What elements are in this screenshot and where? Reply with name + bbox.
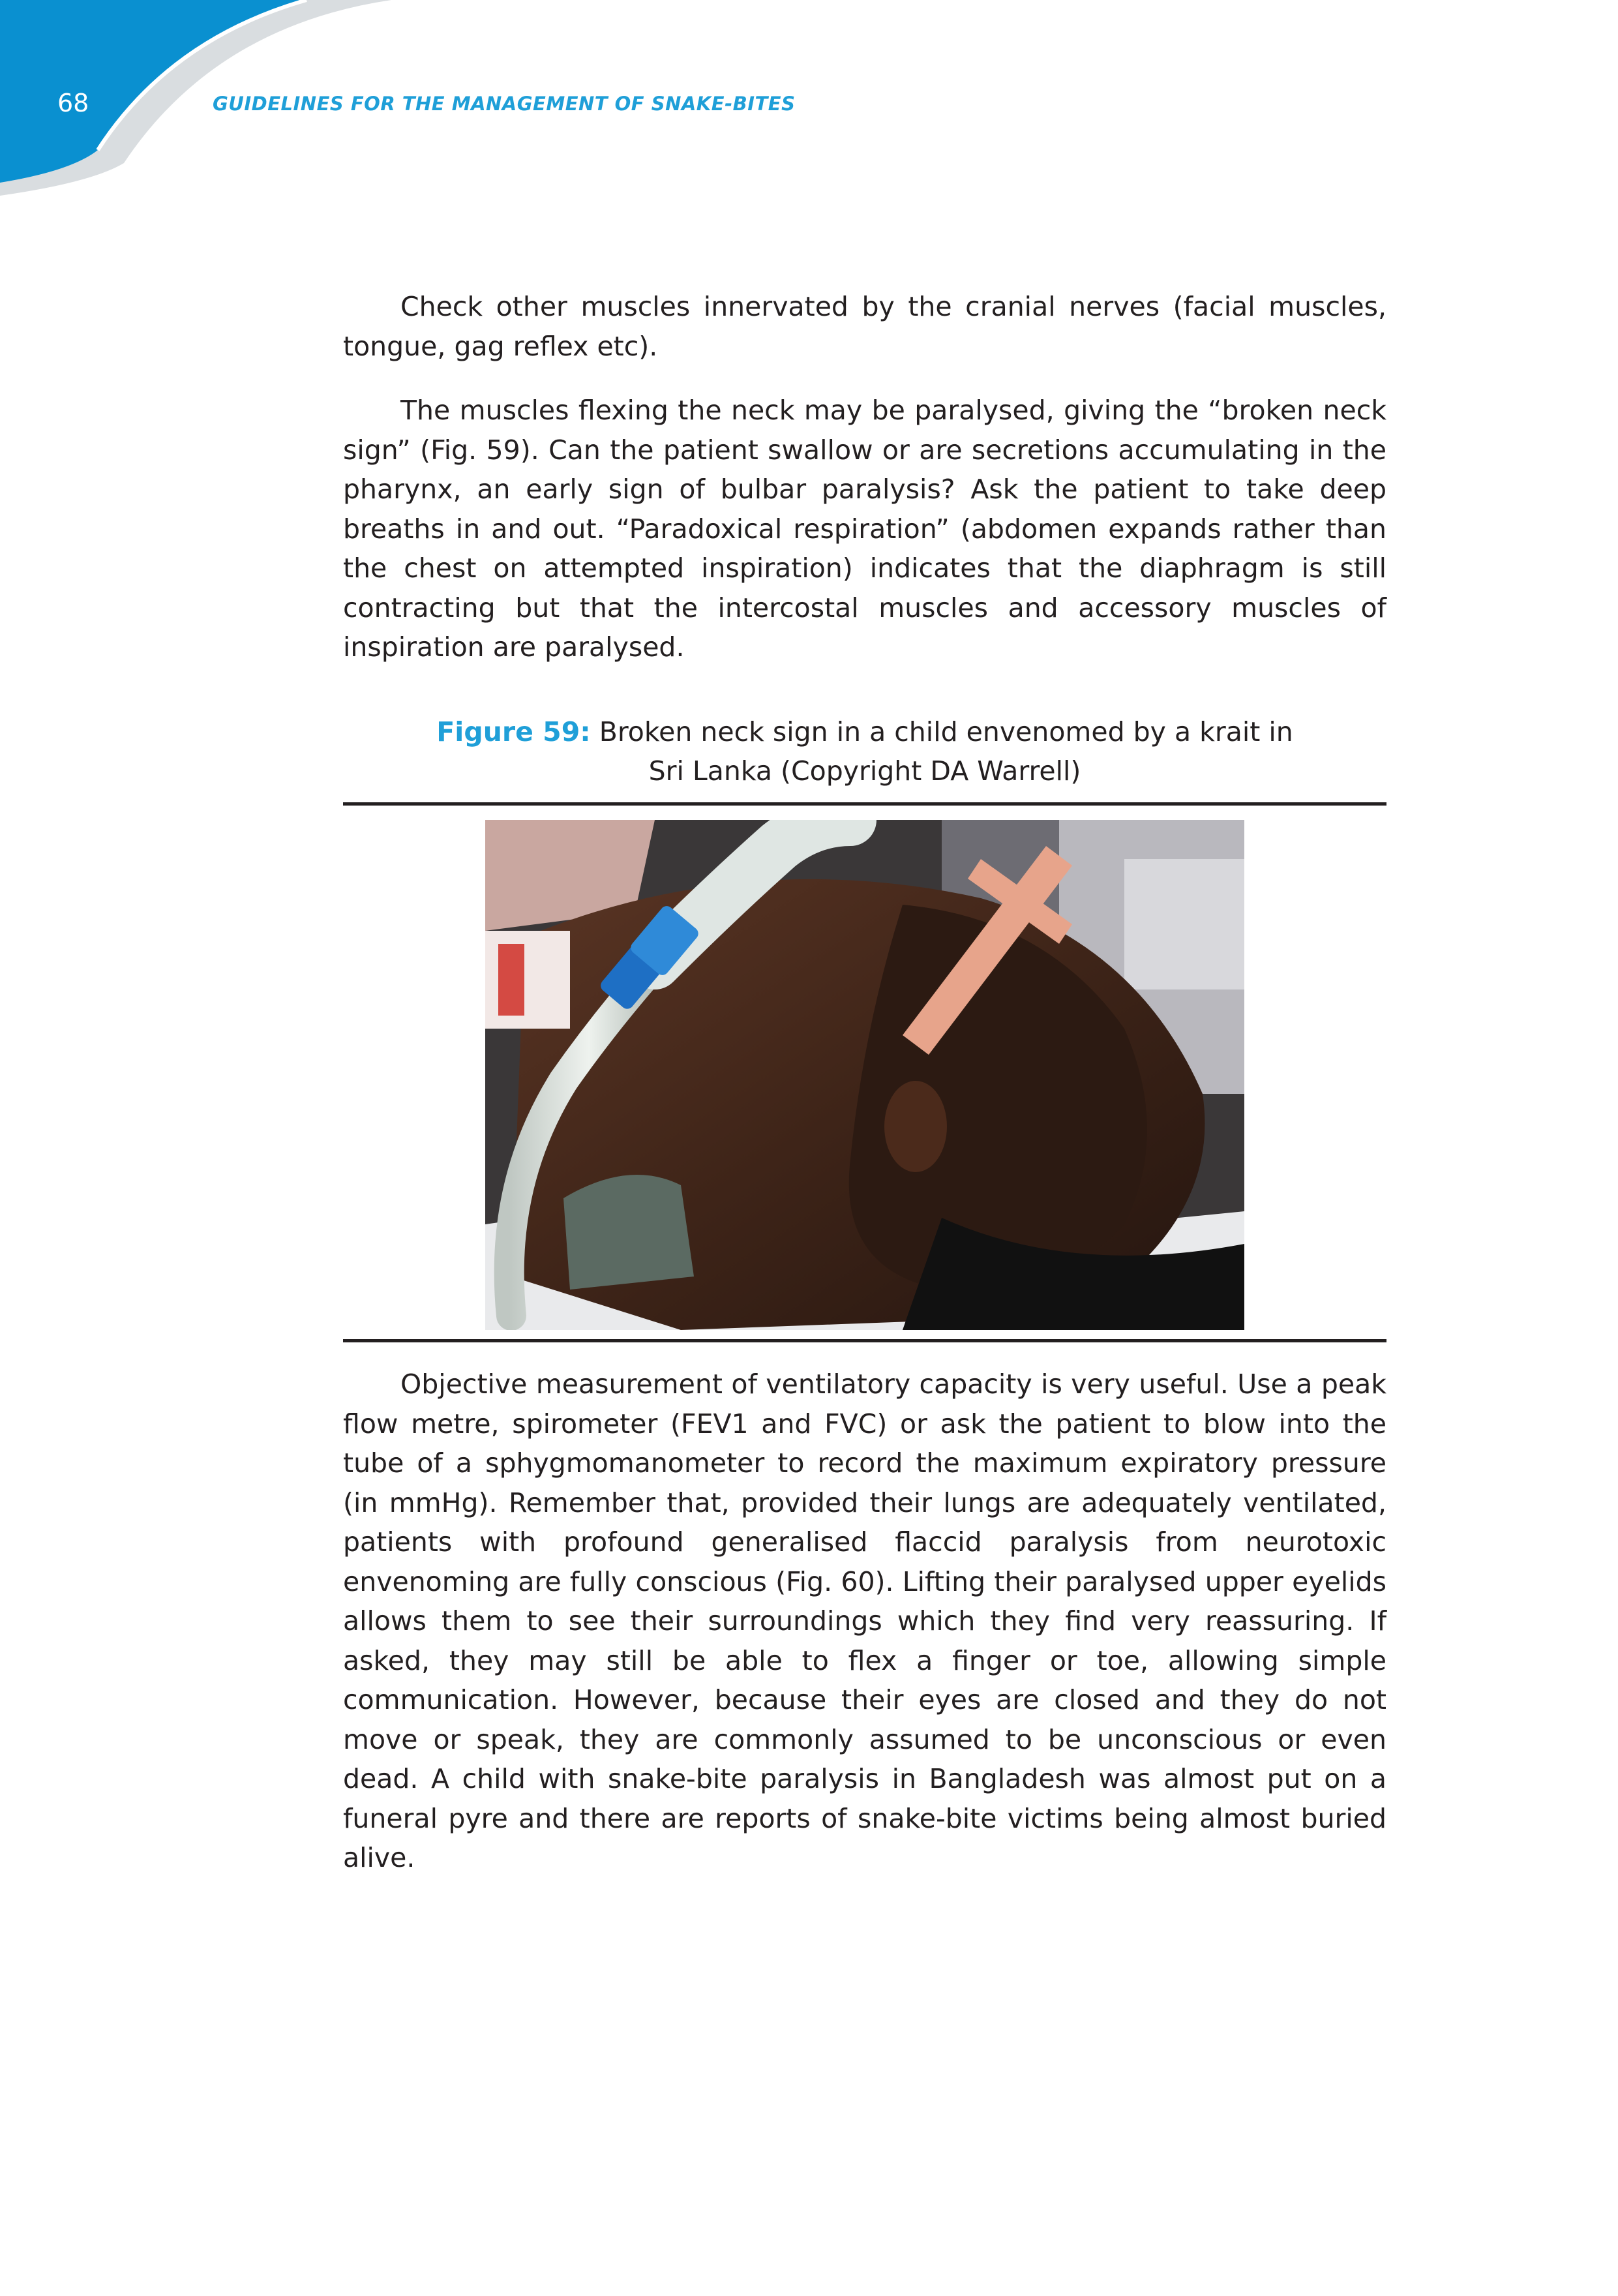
figure-top-rule	[343, 802, 1386, 806]
body-paragraph-1: Check other muscles innervated by the cranial nerves (facial muscles, tongue, gag reflex etc).	[343, 291, 1386, 362]
body-paragraph-2: The muscles flexing the neck may be paralysed, giving the “broken neck sign” (Fig. 59). Can the patient swallow or are secretions accumulating in the pharynx, an early sign of bulbar paralysis? Ask the patient to take deep breaths in and out. “Paradoxical respiration” (abdomen expands rather than the chest on attempted inspiration) indicates that the diaphragm is still contracting but that the intercostal muscles and accessory muscles of inspiration are paralysed.	[343, 395, 1386, 663]
figure-label: Figure 59:	[436, 716, 591, 748]
figure-caption-line-2: Sri Lanka (Copyright DA Warrell)	[648, 755, 1081, 787]
figure-bottom-rule	[343, 1339, 1386, 1342]
body-paragraph-3: Objective measurement of ventilatory capacity is very useful. Use a peak flow metre, spirometer (FEV1 and FVC) or ask the patient to blow into the tube of a sphygmomanometer to record the maximum expiratory pressure (in mmHg). Remember that, provided their lungs are adequately ventilated, patients with profound generalised flaccid paralysis from neurotoxic envenoming are fully conscious (Fig. 60). Lifting their paralysed upper eyelids allows them to see their surroundings which they find very reassuring. If asked, they may still be able to flex a finger or toe, allowing simple communication. However, because their eyes are closed and they do not move or speak, they are commonly assumed to be unconscious or even dead. A child with snake-bite paralysis in Bangladesh was almost put on a funeral pyre and there are reports of snake-bite victims being almost buried alive.	[343, 1368, 1386, 1873]
running-title: GUIDELINES FOR THE MANAGEMENT OF SNAKE-BITES	[213, 93, 796, 115]
page-number: 68	[57, 89, 89, 117]
figure-caption-line-1: Broken neck sign in a child envenomed by a krait in	[599, 716, 1293, 748]
figure-photo	[485, 820, 1244, 1330]
figure-caption	[343, 712, 1386, 791]
